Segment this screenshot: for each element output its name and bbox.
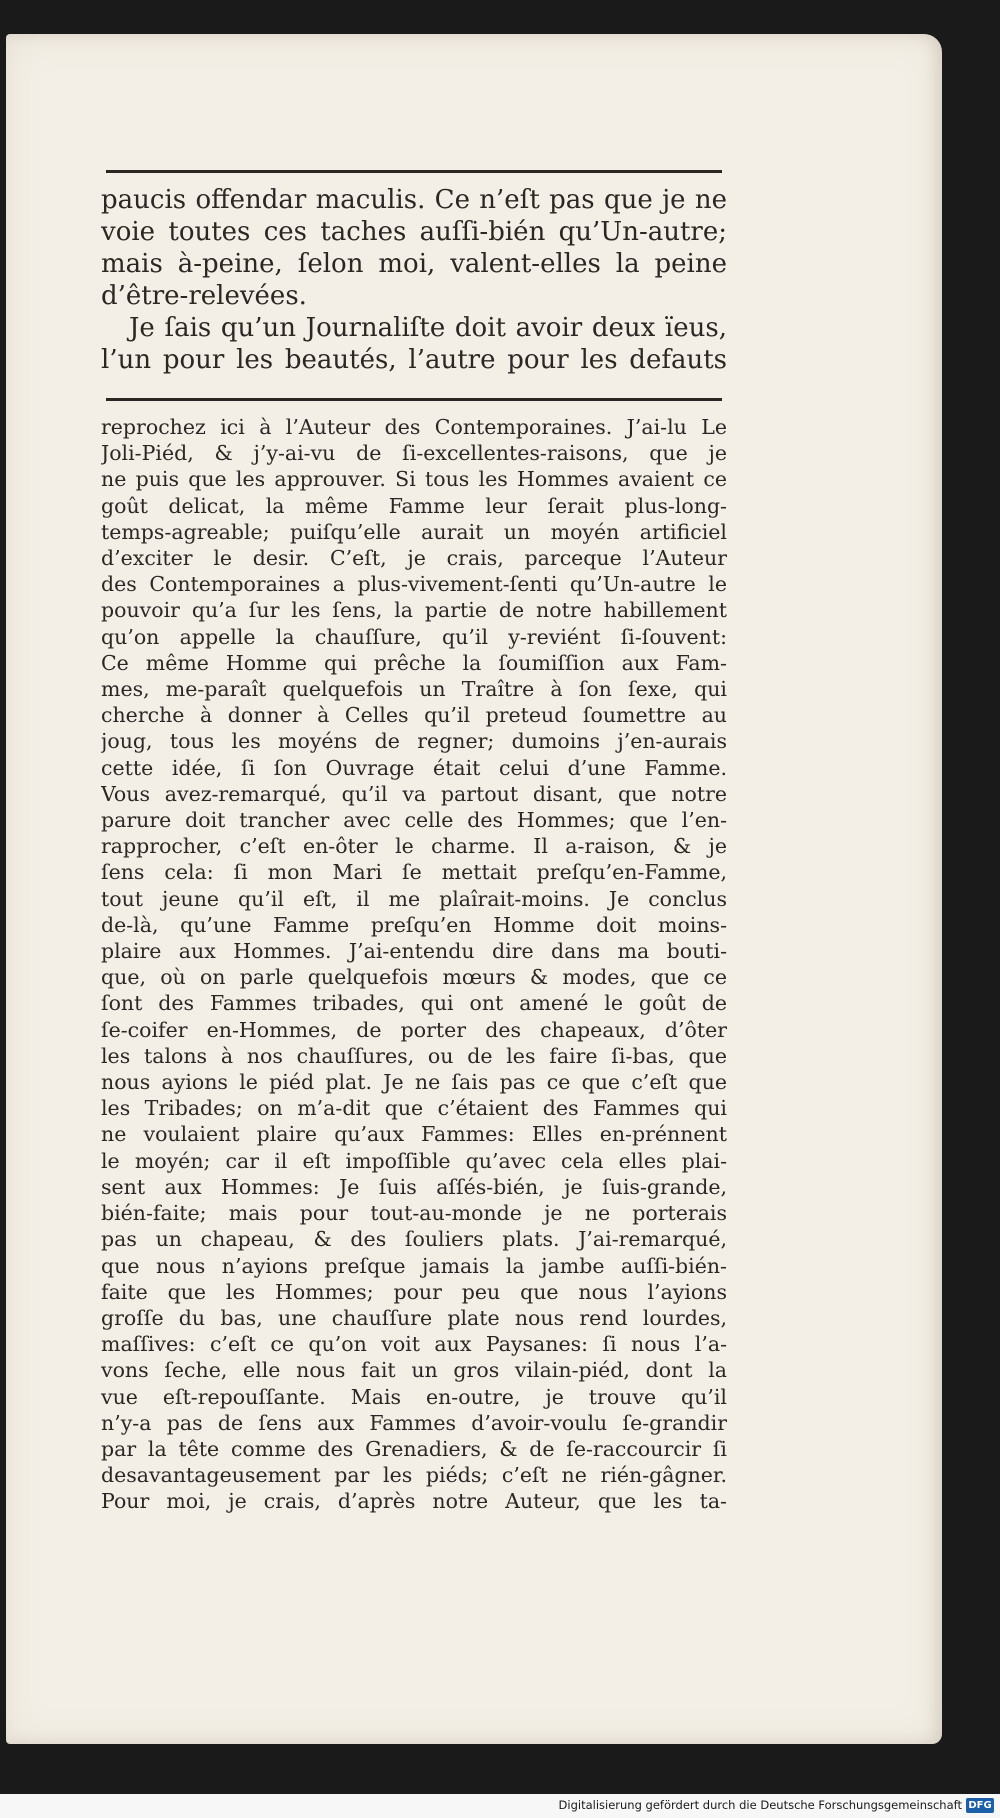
top-rule [106, 170, 722, 173]
note-line: plaire aux Hommes. J’ai-entendu dire dans ma bouti- [101, 939, 727, 964]
note-line: ſens cela: ſi mon Mari ſe mettait preſqu’en-Famme, [101, 860, 727, 885]
note-line: Vous avez-remarqué, qu’il va partout disant, que notre [101, 781, 727, 806]
note-line: Pour moi, je crais, d’après notre Auteur, que les ta- [101, 1489, 727, 1514]
note-line: ſe-coifer en-Hommes, de porter des chapeaux, d’ôter [101, 1017, 727, 1042]
note-line: de-là, qu’une Famme preſqu’en Homme doit moins- [101, 912, 727, 937]
note-line: tout jeune qu’il eſt, il me plaîrait-moins. Je conclus [101, 886, 727, 911]
note-line: le moyén; car il eſt impoſſible qu’avec cela elles plai- [101, 1148, 727, 1173]
main-line: Je ſais qu’un Journaliſte doit avoir deux ïeus, [129, 313, 727, 343]
note-line: groſſe du bas, une chauſſure plate nous rend lourdes, [101, 1305, 727, 1330]
main-text-block [101, 184, 727, 376]
note-line: bién-faite; mais pour tout-au-monde je ne porterais [101, 1201, 727, 1226]
note-line: pouvoir qu’a ſur les ſens, la partie de notre habillement [101, 598, 727, 623]
note-line: desavantageusement par les piéds; c’eſt ne rién-gâgner. [101, 1463, 727, 1488]
main-line: d’être-relevées. [101, 281, 307, 311]
footnote-rule [106, 398, 722, 401]
note-line: les talons à nos chauſſures, ou de les faire ſi-bas, que [101, 1043, 727, 1068]
note-line: ne voulaient plaire qu’aux Fammes: Elles en-prénnent [101, 1122, 727, 1147]
main-line: paucis offendar maculis. Ce n’eſt pas que je ne [101, 185, 727, 215]
main-line: voie toutes ces taches auſſi-bién qu’Un-autre; [101, 217, 727, 247]
note-line: goût delicat, la même Famme leur ſerait plus-long- [101, 493, 727, 518]
note-line: des Contemporaines a plus-vivement-ſenti qu’Un-autre le [101, 572, 727, 597]
note-line: vons ſeche, elle nous fait un gros vilain-piéd, dont la [101, 1358, 727, 1383]
digitization-footer [0, 1794, 1000, 1818]
note-line: par la tête comme des Grenadiers, & de ſe-raccourcir ſi [101, 1436, 727, 1461]
note-line: rapprocher, c’eſt en-ôter le charme. Il a-raison, & je [101, 834, 727, 859]
note-line: que, où on parle quelquefois mœurs & modes, que ce [101, 965, 727, 990]
note-line: Ce même Homme qui prêche la ſoumiſſion aux Fam- [101, 650, 727, 675]
footnote-text-block [101, 414, 727, 1515]
note-line: d’exciter le desir. C’eſt, je crais, parceque l’Auteur [101, 546, 727, 571]
note-line: joug, tous les moyéns de regner; dumoins j’en-aurais [101, 729, 727, 754]
note-line: parure doit trancher avec celle des Hommes; que l’en- [101, 808, 727, 833]
note-line: nous ayions le piéd plat. Je ne ſais pas ce que c’eſt que [101, 1070, 727, 1095]
note-line: vue eſt-repouſſante. Mais en-outre, je trouve qu’il [101, 1384, 727, 1409]
note-line: reprochez ici à l’Auteur des Contemporaines. J’ai-lu Le [101, 415, 727, 439]
note-line: que nous n’ayions preſque jamais la jambe auſſi-bién- [101, 1253, 727, 1278]
funding-credit: Digitalisierung gefördert durch die Deutsche Forschungsgemeinschaft [558, 1798, 962, 1812]
note-line: les Tribades; on m’a-dit que c’étaient des Fammes qui [101, 1096, 727, 1121]
note-line: faite que les Hommes; pour peu que nous l’ayions [101, 1279, 727, 1304]
note-line: n’y-a pas de ſens aux Fammes d’avoir-voulu ſe-grandir [101, 1410, 727, 1435]
note-line: pas un chapeau, & des ſouliers plats. J’ai-remarqué, [101, 1227, 727, 1252]
note-line: temps-agreable; puiſqu’elle aurait un moyén artificiel [101, 519, 727, 544]
note-line: cette idée, ſi ſon Ouvrage était celui d’une Famme. [101, 755, 727, 780]
note-line: maſſives: c’eſt ce qu’on voit aux Paysanes: ſi nous l’a- [101, 1332, 727, 1357]
note-line: sent aux Hommes: Je ſuis aſſés-bién, je ſuis-grande, [101, 1174, 727, 1199]
note-line: mes, me-paraît quelquefois un Traître à ſon ſexe, qui [101, 677, 727, 702]
note-line: ſont des Fammes tribades, qui ont amené le goût de [101, 991, 727, 1016]
book-page [6, 34, 942, 1744]
dfg-logo: DFG [966, 1798, 994, 1813]
main-line: mais à-peine, ſelon moi, valent-elles la peine [101, 249, 727, 279]
note-line: Joli-Piéd, & j’y-ai-vu de ſi-excellentes-raisons, que je [101, 441, 727, 466]
note-line: ne puis que les approuver. Si tous les Hommes avaient ce [101, 467, 727, 492]
main-line: l’un pour les beautés, l’autre pour les defauts [101, 345, 727, 375]
note-line: cherche à donner à Celles qu’il preteud ſoumettre au [101, 703, 727, 728]
note-line: qu’on appelle la chauſſure, qu’il y-reviént ſi-ſouvent: [101, 624, 727, 649]
